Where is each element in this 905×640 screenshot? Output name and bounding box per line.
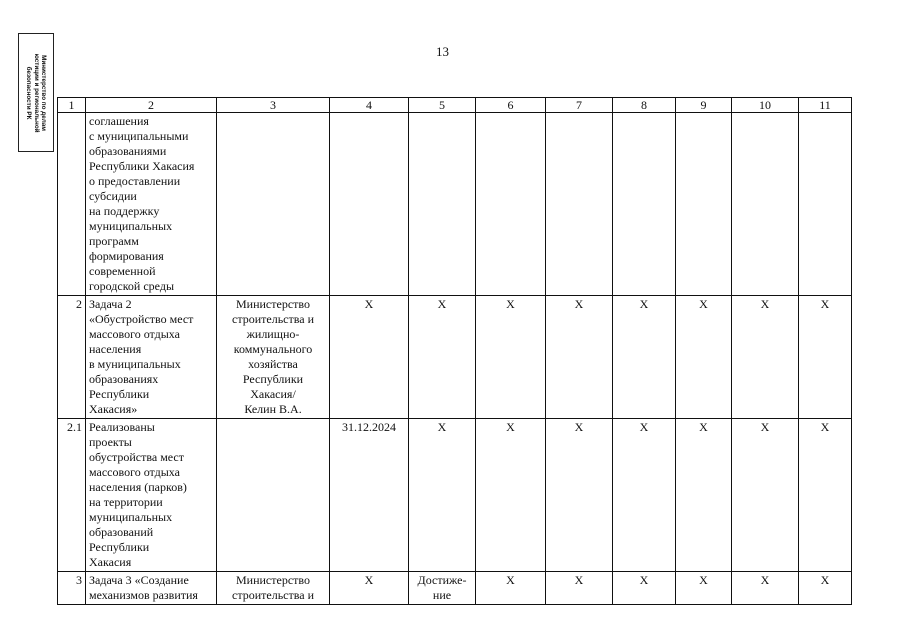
column-header: 6 <box>476 98 546 113</box>
row-cell: Х <box>799 419 852 572</box>
row-cell: Х <box>613 572 676 605</box>
column-header: 7 <box>546 98 613 113</box>
table-row <box>58 113 852 296</box>
row-cell: Х <box>732 572 799 605</box>
row-cell: Достиже- ние <box>409 572 476 605</box>
column-header: 3 <box>217 98 330 113</box>
column-header: 11 <box>799 98 852 113</box>
row-cell: Х <box>676 419 732 572</box>
column-header: 1 <box>58 98 86 113</box>
row-cell: Х <box>732 419 799 572</box>
row-cell <box>330 113 409 296</box>
column-header: 2 <box>86 98 217 113</box>
column-header: 4 <box>330 98 409 113</box>
row-cell: Х <box>546 572 613 605</box>
row-number: 2.1 <box>58 419 86 572</box>
row-cell: Х <box>613 419 676 572</box>
column-header: 10 <box>732 98 799 113</box>
table-row <box>58 419 852 572</box>
row-cell <box>409 113 476 296</box>
row-name: Задача 2 «Обустройство мест массового отдыха населения в муниципальных образованиях Республики Хакасия» <box>86 296 217 419</box>
row-responsible <box>217 113 330 296</box>
row-cell: Х <box>546 296 613 419</box>
column-header: 9 <box>676 98 732 113</box>
row-cell: Х <box>409 419 476 572</box>
stamp-line: Министерство по делам <box>40 54 48 131</box>
row-responsible <box>217 419 330 572</box>
row-number: 2 <box>58 296 86 419</box>
row-cell <box>799 113 852 296</box>
row-name: Реализованы проекты обустройства мест массового отдыха населения (парков) на территории муниципальных образований Республики Хакасия <box>86 419 217 572</box>
table-row <box>58 572 852 605</box>
page-number: 13 <box>436 44 449 59</box>
row-name: Задача 3 «Создание механизмов развития <box>86 572 217 605</box>
row-name: соглашения с муниципальными образованиями Республики Хакасия о предоставлении субсидии на поддержку муниципальных программ формирования современной городской среды <box>86 113 217 296</box>
ministry-stamp <box>18 33 54 152</box>
table-header-row <box>58 98 852 113</box>
row-cell: Х <box>676 572 732 605</box>
row-cell <box>613 113 676 296</box>
row-cell: Х <box>476 419 546 572</box>
row-cell: Х <box>732 296 799 419</box>
column-header: 5 <box>409 98 476 113</box>
row-number <box>58 113 86 296</box>
row-cell: Х <box>799 572 852 605</box>
column-header: 8 <box>613 98 676 113</box>
row-cell: Х <box>330 296 409 419</box>
row-number: 3 <box>58 572 86 605</box>
row-cell: Х <box>799 296 852 419</box>
row-cell: Х <box>613 296 676 419</box>
table-row <box>58 296 852 419</box>
row-cell <box>546 113 613 296</box>
plan-table <box>57 97 852 605</box>
row-cell <box>476 113 546 296</box>
row-cell: Х <box>676 296 732 419</box>
row-responsible: Министерство строительства и жилищно- коммунального хозяйства Республики Хакасия/ Келин В.А. <box>217 296 330 419</box>
row-responsible: Министерство строительства и <box>217 572 330 605</box>
row-cell: Х <box>330 572 409 605</box>
row-cell: Х <box>476 296 546 419</box>
row-cell: Х <box>476 572 546 605</box>
row-cell: Х <box>409 296 476 419</box>
row-cell: Х <box>546 419 613 572</box>
row-cell <box>732 113 799 296</box>
stamp-text <box>25 35 47 150</box>
row-cell: 31.12.2024 <box>330 419 409 572</box>
stamp-line: безопасности РК <box>25 66 33 119</box>
stamp-line: юстиции и региональной <box>32 52 40 133</box>
row-cell <box>676 113 732 296</box>
